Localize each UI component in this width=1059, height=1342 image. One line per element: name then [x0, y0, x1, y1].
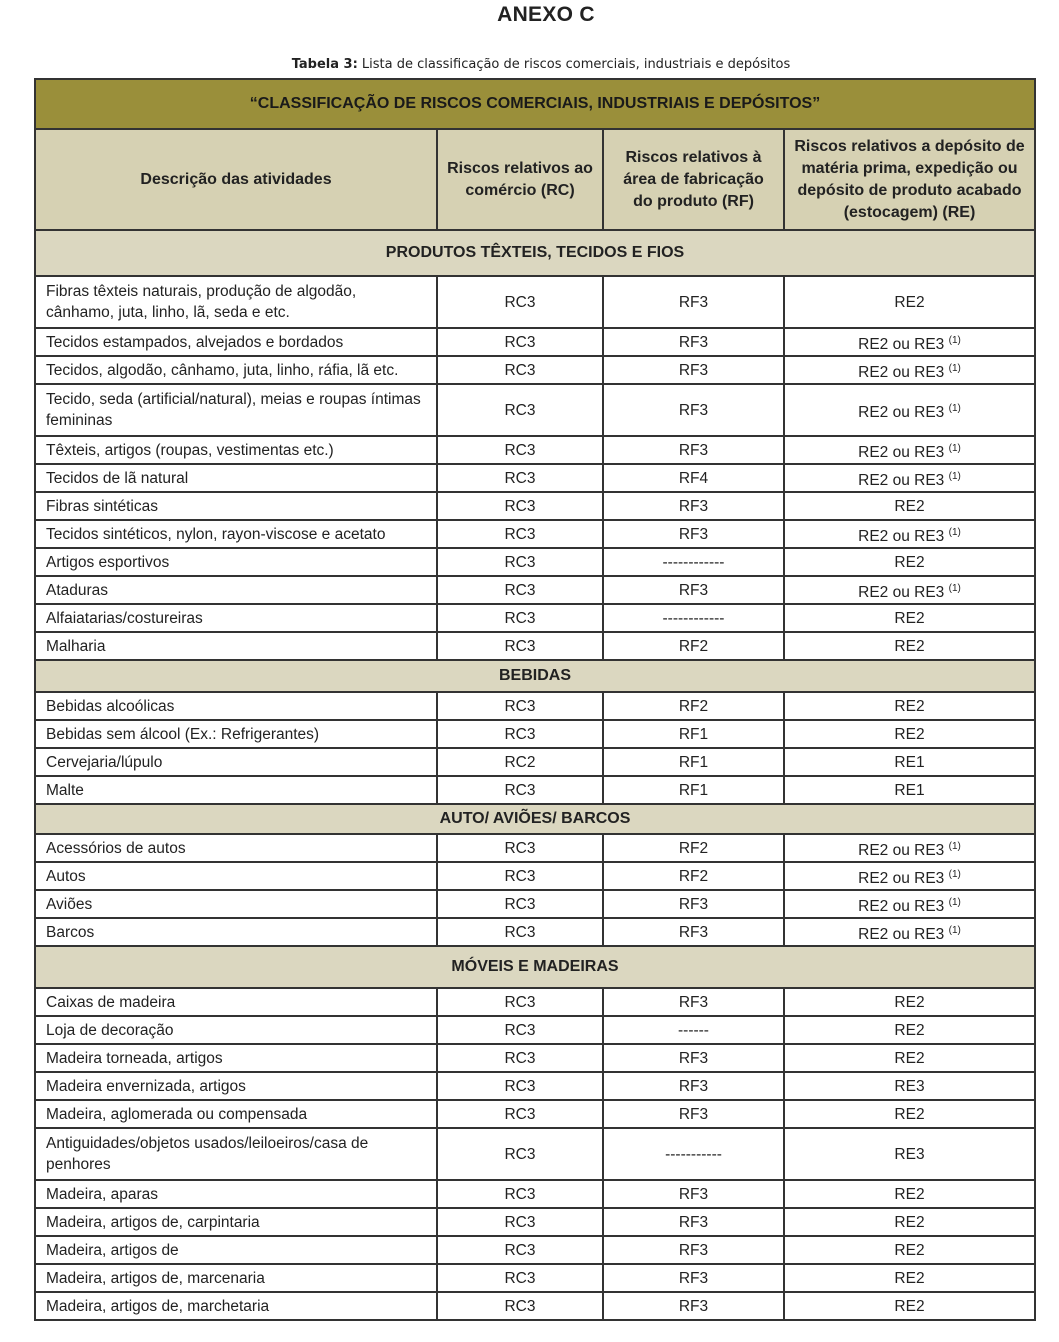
- table-row: [35, 748, 1035, 776]
- activity-description-cell: Cervejaria/lúpulo: [35, 748, 437, 776]
- rf-cell: ------------: [603, 548, 784, 576]
- rc-cell: RC3: [437, 1072, 603, 1100]
- activity-description-cell: Ataduras: [35, 576, 437, 604]
- table-row: [35, 548, 1035, 576]
- activity-description-cell: Tecidos sintéticos, nylon, rayon-viscose e acetato: [35, 520, 437, 548]
- table-row: [35, 834, 1035, 862]
- re-value: RE2: [894, 497, 925, 515]
- footnote-mark: (1): [948, 924, 961, 936]
- rf-cell: RF1: [603, 720, 784, 748]
- re-value: RE2: [894, 1241, 925, 1259]
- re-value: RE2: [894, 637, 925, 655]
- re-value: RE2: [894, 1213, 925, 1231]
- activity-description-cell: Madeira envernizada, artigos: [35, 1072, 437, 1100]
- re-cell: [784, 1180, 1035, 1208]
- rc-cell: RC3: [437, 988, 603, 1016]
- activity-description-cell: Madeira, artigos de: [35, 1236, 437, 1264]
- rc-cell: RC3: [437, 384, 603, 436]
- re-cell: [784, 720, 1035, 748]
- re-value: RE2 ou RE3: [858, 925, 945, 943]
- activity-description-cell: Madeira, artigos de, carpintaria: [35, 1208, 437, 1236]
- re-value: RE2: [894, 1105, 925, 1123]
- caption-text: Lista de classificação de riscos comerciais, industriais e depósitos: [357, 57, 791, 72]
- re-cell: [784, 692, 1035, 720]
- rf-cell: RF2: [603, 692, 784, 720]
- re-cell: [784, 1100, 1035, 1128]
- table-title: “CLASSIFICAÇÃO DE RISCOS COMERCIAIS, INDUSTRIAIS E DEPÓSITOS”: [35, 79, 1035, 129]
- re-cell: [784, 1264, 1035, 1292]
- table-row: [35, 1072, 1035, 1100]
- footnote-mark: (1): [948, 362, 961, 374]
- re-cell: [784, 464, 1035, 492]
- re-cell: [784, 1128, 1035, 1180]
- rc-cell: RC3: [437, 776, 603, 804]
- rf-cell: RF3: [603, 492, 784, 520]
- re-cell: [784, 1044, 1035, 1072]
- rf-cell: RF3: [603, 1264, 784, 1292]
- rc-cell: RC3: [437, 464, 603, 492]
- rc-cell: RC3: [437, 492, 603, 520]
- rc-cell: RC3: [437, 1044, 603, 1072]
- activity-description-cell: Bebidas sem álcool (Ex.: Refrigerantes): [35, 720, 437, 748]
- activity-description-cell: Bebidas alcoólicas: [35, 692, 437, 720]
- table-row: [35, 988, 1035, 1016]
- table-row: [35, 276, 1035, 328]
- rf-cell: RF3: [603, 988, 784, 1016]
- table-row: [35, 520, 1035, 548]
- re-value: RE2: [894, 609, 925, 627]
- rf-cell: RF3: [603, 1180, 784, 1208]
- activity-description-cell: Têxteis, artigos (roupas, vestimentas etc.): [35, 436, 437, 464]
- rc-cell: RC3: [437, 1236, 603, 1264]
- table-row: [35, 1128, 1035, 1180]
- re-value: RE2 ou RE3: [858, 335, 945, 353]
- re-cell: [784, 276, 1035, 328]
- re-cell: [784, 604, 1035, 632]
- table-row: [35, 1180, 1035, 1208]
- column-header-re: Riscos relativos a depósito de matéria prima, expedição ou depósito de produto acabado (estocagem) (RE): [784, 129, 1035, 230]
- table-row: [35, 632, 1035, 660]
- rf-cell: RF3: [603, 890, 784, 918]
- re-cell: [784, 1072, 1035, 1100]
- table-body: [35, 230, 1035, 1320]
- activity-description-cell: Barcos: [35, 918, 437, 946]
- footnote-mark: (1): [948, 402, 961, 414]
- section-header-row: [35, 660, 1035, 692]
- rc-cell: RC3: [437, 1208, 603, 1236]
- re-value: RE2: [894, 553, 925, 571]
- section-title: BEBIDAS: [35, 660, 1035, 692]
- footnote-mark: (1): [948, 840, 961, 852]
- table-row: [35, 436, 1035, 464]
- section-title: AUTO/ AVIÕES/ BARCOS: [35, 804, 1035, 834]
- activity-description-cell: Aviões: [35, 890, 437, 918]
- footnote-mark: (1): [948, 526, 961, 538]
- re-cell: [784, 328, 1035, 356]
- table-row: [35, 464, 1035, 492]
- re-cell: [784, 776, 1035, 804]
- re-value: RE2 ou RE3: [858, 841, 945, 859]
- rc-cell: RC3: [437, 890, 603, 918]
- activity-description-cell: Alfaiatarias/costureiras: [35, 604, 437, 632]
- table-row: [35, 862, 1035, 890]
- re-value: RE1: [894, 781, 925, 799]
- re-cell: [784, 988, 1035, 1016]
- rf-cell: RF1: [603, 748, 784, 776]
- rf-cell: RF3: [603, 1208, 784, 1236]
- activity-description-cell: Madeira torneada, artigos: [35, 1044, 437, 1072]
- table-row: [35, 1016, 1035, 1044]
- re-value: RE2: [894, 1269, 925, 1287]
- activity-description-cell: Madeira, aglomerada ou compensada: [35, 1100, 437, 1128]
- re-cell: [784, 492, 1035, 520]
- re-value: RE2 ou RE3: [858, 897, 945, 915]
- rf-cell: RF3: [603, 1100, 784, 1128]
- re-value: RE2: [894, 1049, 925, 1067]
- table-row: [35, 720, 1035, 748]
- activity-description-cell: Antiguidades/objetos usados/leiloeiros/casa de penhores: [35, 1128, 437, 1180]
- rf-cell: ------------: [603, 604, 784, 632]
- re-value: RE2 ou RE3: [858, 869, 945, 887]
- footnote-mark: (1): [948, 470, 961, 482]
- re-cell: [784, 356, 1035, 384]
- table-row: [35, 1044, 1035, 1072]
- re-cell: [784, 1016, 1035, 1044]
- re-cell: [784, 1208, 1035, 1236]
- re-value: RE2 ou RE3: [858, 403, 945, 421]
- rf-cell: RF3: [603, 384, 784, 436]
- rf-cell: RF3: [603, 1292, 784, 1320]
- re-value: RE2: [894, 293, 925, 311]
- re-value: RE3: [894, 1145, 925, 1163]
- activity-description-cell: Loja de decoração: [35, 1016, 437, 1044]
- table-row: [35, 384, 1035, 436]
- table-row: [35, 576, 1035, 604]
- section-title: MÓVEIS E MADEIRAS: [35, 946, 1035, 988]
- rf-cell: RF3: [603, 436, 784, 464]
- rf-cell: RF3: [603, 1044, 784, 1072]
- rf-cell: RF3: [603, 1236, 784, 1264]
- table-row: [35, 1264, 1035, 1292]
- activity-description-cell: Acessórios de autos: [35, 834, 437, 862]
- re-cell: [784, 890, 1035, 918]
- column-header-rc: Riscos relativos ao comércio (RC): [437, 129, 603, 230]
- re-value: RE2: [894, 725, 925, 743]
- re-cell: [784, 834, 1035, 862]
- rc-cell: RC3: [437, 1292, 603, 1320]
- rf-cell: RF2: [603, 862, 784, 890]
- footnote-mark: (1): [948, 868, 961, 880]
- rc-cell: RC3: [437, 720, 603, 748]
- re-cell: [784, 576, 1035, 604]
- rc-cell: RC3: [437, 356, 603, 384]
- rc-cell: RC3: [437, 1016, 603, 1044]
- table-row: [35, 1208, 1035, 1236]
- activity-description-cell: Malharia: [35, 632, 437, 660]
- rf-cell: RF3: [603, 918, 784, 946]
- section-title: PRODUTOS TÊXTEIS, TECIDOS E FIOS: [35, 230, 1035, 276]
- rc-cell: RC3: [437, 862, 603, 890]
- re-value: RE2: [894, 1297, 925, 1315]
- re-value: RE2: [894, 1021, 925, 1039]
- activity-description-cell: Tecidos estampados, alvejados e bordados: [35, 328, 437, 356]
- activity-description-cell: Fibras têxteis naturais, produção de algodão, cânhamo, juta, linho, lã, seda e etc.: [35, 276, 437, 328]
- table-row: [35, 692, 1035, 720]
- table-row: [35, 492, 1035, 520]
- activity-description-cell: Madeira, artigos de, marchetaria: [35, 1292, 437, 1320]
- table-row: [35, 356, 1035, 384]
- annex-title: ANEXO C: [497, 3, 595, 26]
- rf-cell: RF2: [603, 632, 784, 660]
- re-cell: [784, 520, 1035, 548]
- re-cell: [784, 918, 1035, 946]
- section-header-row: [35, 946, 1035, 988]
- re-value: RE2 ou RE3: [858, 443, 945, 461]
- re-value: RE3: [894, 1077, 925, 1095]
- re-value: RE2: [894, 1185, 925, 1203]
- activity-description-cell: Madeira, artigos de, marcenaria: [35, 1264, 437, 1292]
- rc-cell: RC3: [437, 576, 603, 604]
- rc-cell: RC3: [437, 604, 603, 632]
- rc-cell: RC2: [437, 748, 603, 776]
- activity-description-cell: Fibras sintéticas: [35, 492, 437, 520]
- column-header-rf: Riscos relativos à área de fabricação do produto (RF): [603, 129, 784, 230]
- re-value: RE2 ou RE3: [858, 471, 945, 489]
- table-row: [35, 1236, 1035, 1264]
- re-cell: [784, 1236, 1035, 1264]
- footnote-mark: (1): [948, 896, 961, 908]
- rc-cell: RC3: [437, 1180, 603, 1208]
- footnote-mark: (1): [948, 334, 961, 346]
- table-row: [35, 1100, 1035, 1128]
- rf-cell: RF3: [603, 276, 784, 328]
- activity-description-cell: Artigos esportivos: [35, 548, 437, 576]
- rf-cell: RF3: [603, 1072, 784, 1100]
- rf-cell: RF4: [603, 464, 784, 492]
- column-header-description: Descrição das atividades: [35, 129, 437, 230]
- rc-cell: RC3: [437, 834, 603, 862]
- rc-cell: RC3: [437, 436, 603, 464]
- activity-description-cell: Malte: [35, 776, 437, 804]
- rc-cell: RC3: [437, 1264, 603, 1292]
- rf-cell: RF3: [603, 520, 784, 548]
- re-value: RE1: [894, 753, 925, 771]
- re-value: RE2 ou RE3: [858, 583, 945, 601]
- table-row: [35, 604, 1035, 632]
- activity-description-cell: Madeira, aparas: [35, 1180, 437, 1208]
- rf-cell: RF1: [603, 776, 784, 804]
- table-row: [35, 1292, 1035, 1320]
- rc-cell: RC3: [437, 520, 603, 548]
- table-row: [35, 890, 1035, 918]
- table-row: [35, 776, 1035, 804]
- re-cell: [784, 384, 1035, 436]
- activity-description-cell: Tecidos de lã natural: [35, 464, 437, 492]
- re-cell: [784, 748, 1035, 776]
- rc-cell: RC3: [437, 276, 603, 328]
- rf-cell: ------: [603, 1016, 784, 1044]
- activity-description-cell: Autos: [35, 862, 437, 890]
- rf-cell: -----------: [603, 1128, 784, 1180]
- re-cell: [784, 436, 1035, 464]
- risk-classification-table: [34, 78, 1036, 1321]
- re-value: RE2: [894, 993, 925, 1011]
- re-cell: [784, 548, 1035, 576]
- rf-cell: RF3: [603, 576, 784, 604]
- activity-description-cell: Caixas de madeira: [35, 988, 437, 1016]
- rc-cell: RC3: [437, 632, 603, 660]
- footnote-mark: (1): [948, 582, 961, 594]
- activity-description-cell: Tecidos, algodão, cânhamo, juta, linho, ráfia, lã etc.: [35, 356, 437, 384]
- rc-cell: RC3: [437, 548, 603, 576]
- rf-cell: RF3: [603, 356, 784, 384]
- rc-cell: RC3: [437, 328, 603, 356]
- re-value: RE2 ou RE3: [858, 363, 945, 381]
- rc-cell: RC3: [437, 918, 603, 946]
- activity-description-cell: Tecido, seda (artificial/natural), meias e roupas íntimas femininas: [35, 384, 437, 436]
- rc-cell: RC3: [437, 1128, 603, 1180]
- re-cell: [784, 632, 1035, 660]
- caption-prefix: Tabela 3:: [291, 57, 358, 72]
- footnote-mark: (1): [948, 442, 961, 454]
- re-value: RE2: [894, 697, 925, 715]
- rc-cell: RC3: [437, 1100, 603, 1128]
- table-row: [35, 328, 1035, 356]
- re-value: RE2 ou RE3: [858, 527, 945, 545]
- re-cell: [784, 1292, 1035, 1320]
- rf-cell: RF2: [603, 834, 784, 862]
- table-caption: [0, 57, 1059, 72]
- re-cell: [784, 862, 1035, 890]
- table-row: [35, 918, 1035, 946]
- section-header-row: [35, 230, 1035, 276]
- rc-cell: RC3: [437, 692, 603, 720]
- rf-cell: RF3: [603, 328, 784, 356]
- section-header-row: [35, 804, 1035, 834]
